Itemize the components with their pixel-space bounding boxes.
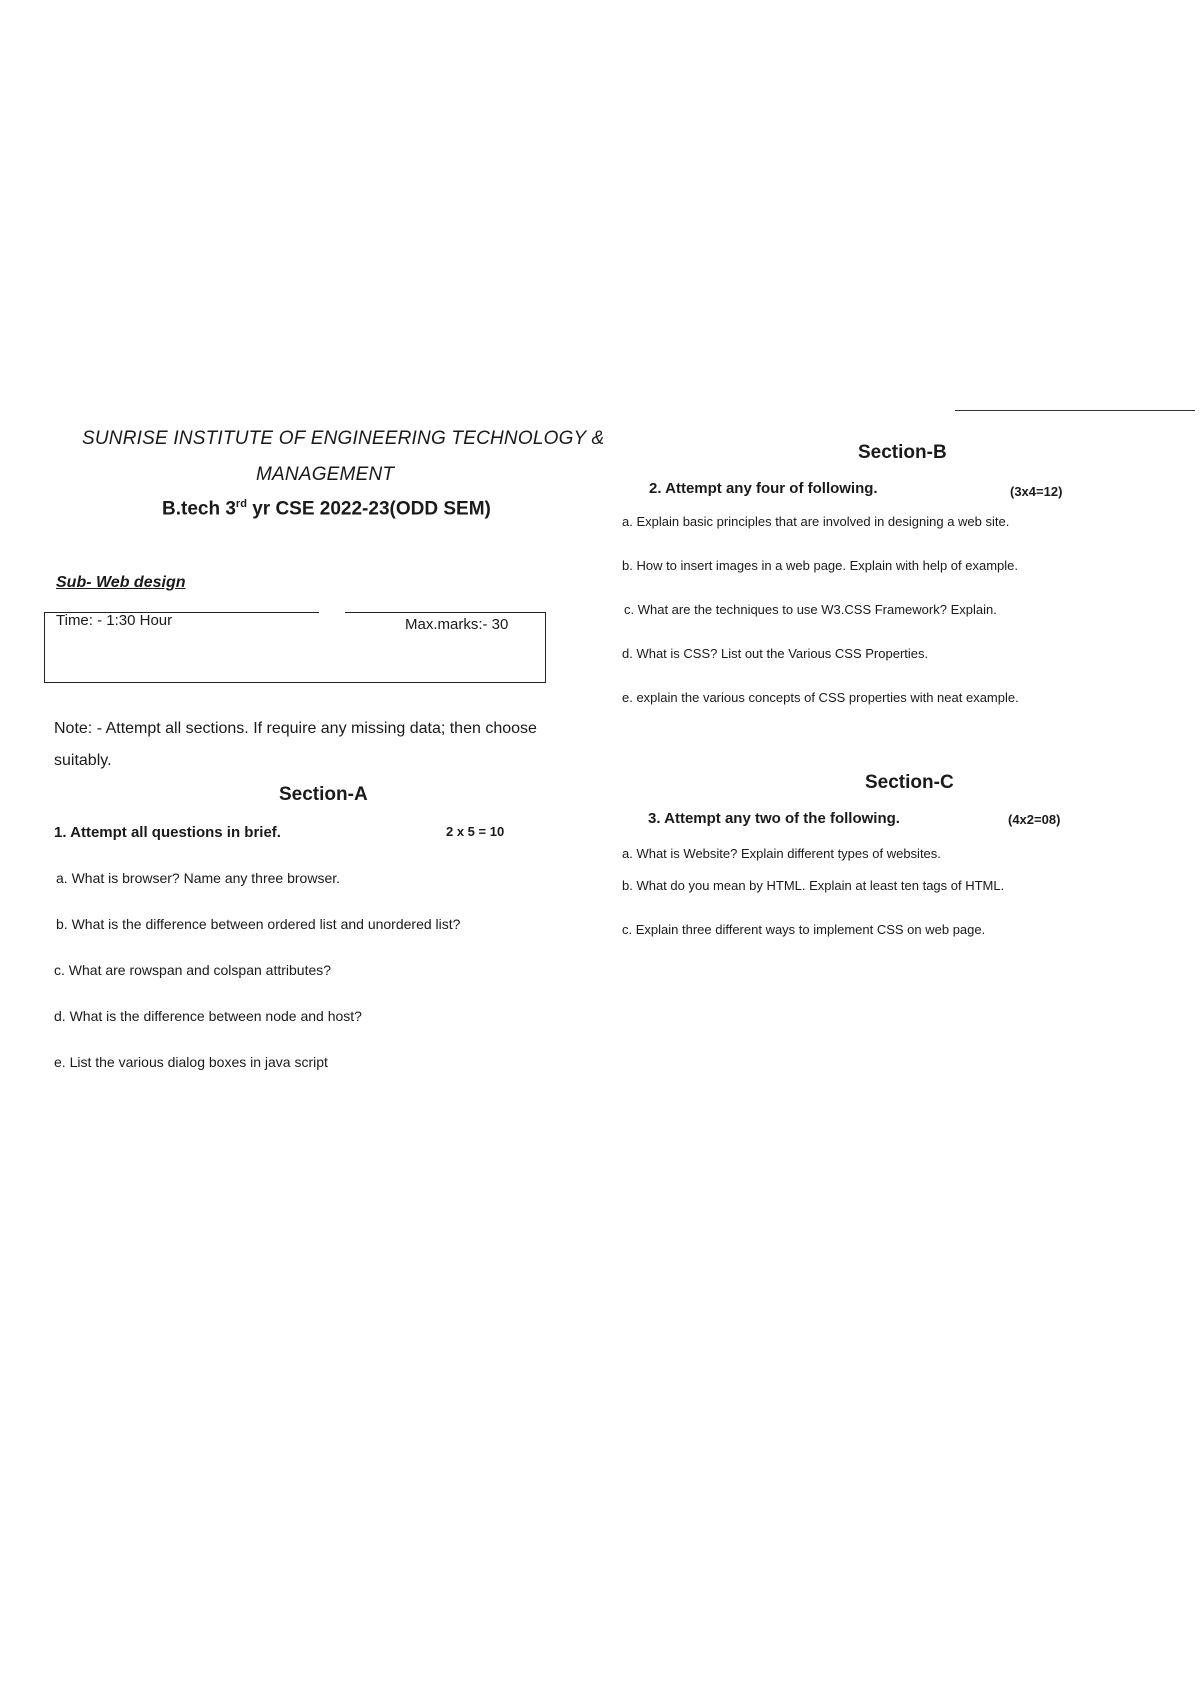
- section-c-item: b. What do you mean by HTML. Explain at least ten tags of HTML.: [622, 878, 1005, 893]
- section-a-question: 1. Attempt all questions in brief.: [54, 824, 281, 841]
- section-b-item: b. How to insert images in a web page. Explain with help of example.: [622, 558, 1018, 573]
- top-right-rule: [955, 410, 1195, 411]
- section-b-item: d. What is CSS? List out the Various CSS Properties.: [622, 646, 929, 661]
- section-c-question: 3. Attempt any two of the following.: [648, 810, 900, 827]
- time-label: Time: - 1:30 Hour: [56, 612, 173, 629]
- section-c-item: c. Explain three different ways to implement CSS on web page.: [622, 922, 986, 937]
- section-a-item: c. What are rowspan and colspan attributes?: [54, 962, 332, 978]
- note-line2: suitably.: [54, 752, 112, 769]
- subject-label: Sub- Web design: [56, 574, 186, 591]
- course-title-sup: rd: [235, 498, 247, 510]
- section-b-marks: (3x4=12): [1010, 484, 1063, 499]
- course-title-pre: B.tech 3: [162, 498, 236, 520]
- section-b-item: a. Explain basic principles that are involved in designing a web site.: [622, 514, 1010, 529]
- institute-name-line1: SUNRISE INSTITUTE OF ENGINEERING TECHNOLOGY &: [82, 428, 605, 449]
- max-marks-label: Max.marks:- 30: [405, 616, 509, 633]
- course-title: [162, 498, 491, 520]
- section-a-item: e. List the various dialog boxes in java script: [54, 1054, 328, 1070]
- section-c-item: a. What is Website? Explain different types of websites.: [622, 846, 941, 861]
- section-c-title: Section-C: [865, 772, 954, 793]
- section-a-marks: 2 x 5 = 10: [446, 824, 505, 839]
- section-a-item: a. What is browser? Name any three browser.: [56, 870, 341, 886]
- section-b-item: e. explain the various concepts of CSS properties with neat example.: [622, 690, 1019, 705]
- note-line1: Note: - Attempt all sections. If require any missing data; then choose: [54, 720, 537, 737]
- section-c-marks: (4x2=08): [1008, 812, 1061, 827]
- exam-paper: [0, 400, 1200, 1300]
- institute-name-line2: MANAGEMENT: [256, 464, 395, 485]
- section-b-question: 2. Attempt any four of following.: [649, 480, 878, 497]
- course-title-post: yr CSE 2022-23(ODD SEM): [246, 498, 491, 520]
- section-a-item: d. What is the difference between node and host?: [54, 1008, 362, 1024]
- section-a-item: b. What is the difference between ordered list and unordered list?: [56, 916, 461, 932]
- section-b-title: Section-B: [858, 442, 947, 463]
- section-a-title: Section-A: [279, 784, 368, 805]
- section-b-item: c. What are the techniques to use W3.CSS Framework? Explain.: [624, 602, 997, 617]
